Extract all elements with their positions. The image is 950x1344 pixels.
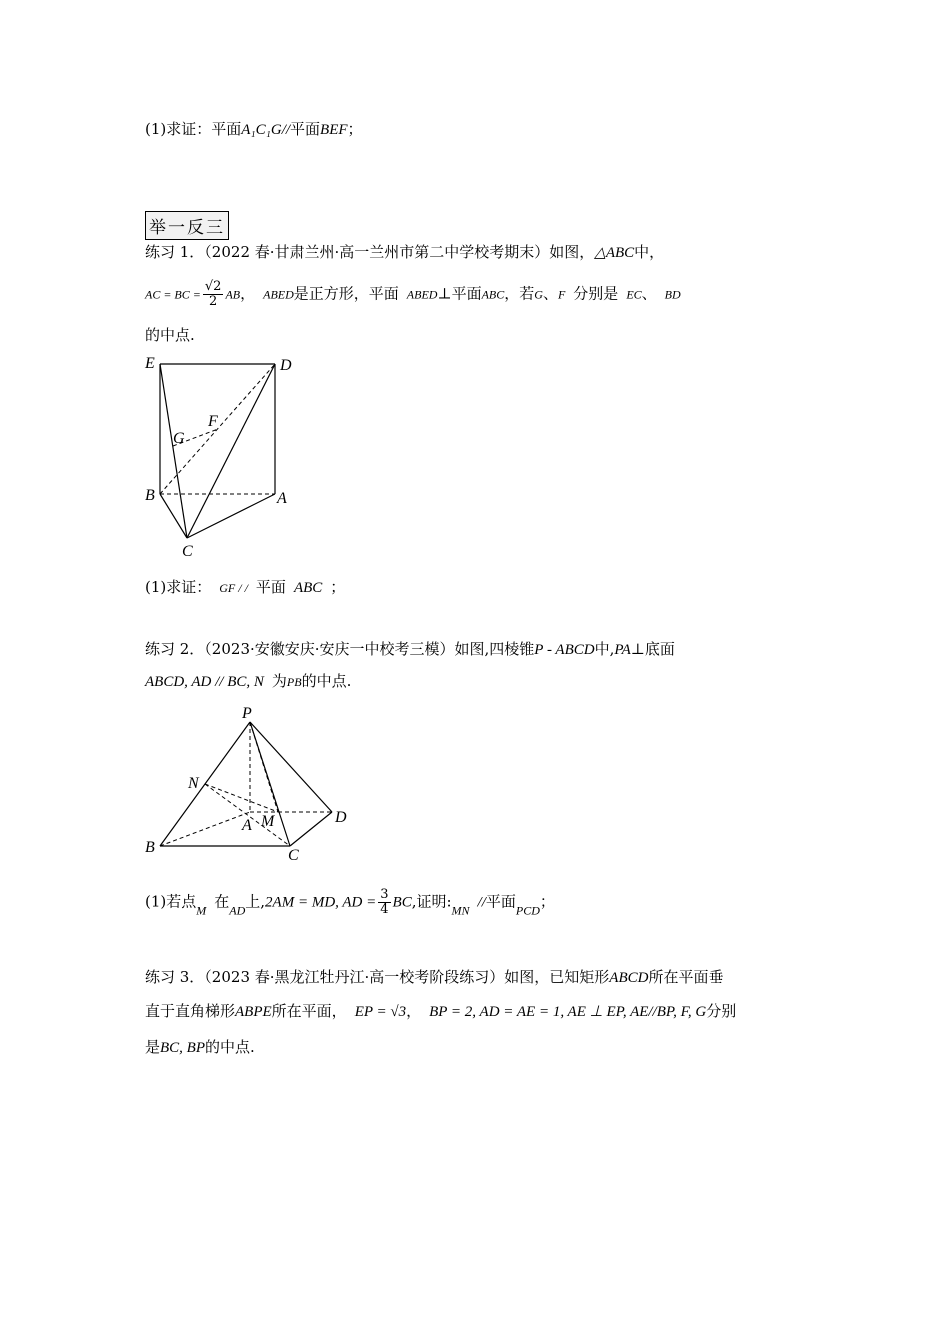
ex3-l2-t2: 所在平面， [271, 1002, 347, 1020]
ex2-m: M [196, 903, 207, 918]
ex2-q1-t1: 在 [214, 892, 230, 911]
ex1-t2: 是正方形，平面 [293, 284, 399, 303]
ex1-abed2: ABED [406, 287, 438, 302]
label-B: B [145, 487, 155, 504]
ex1-abc: ABC [481, 287, 505, 302]
ex3-bcbp: BC, BP [160, 1040, 206, 1056]
ex2-q1-bc: BC [392, 894, 412, 911]
label-D: D [280, 357, 292, 374]
question-1-top [145, 118, 363, 141]
ex1-abed: ABED [263, 287, 294, 302]
ex3-l3-t2: 的中点. [205, 1038, 255, 1056]
ex1-bd: BD [664, 287, 681, 302]
ex1-f: F [557, 287, 566, 302]
edge-CD [290, 812, 332, 846]
label-A: A [242, 817, 252, 834]
q0-mid: 平面 [290, 120, 321, 138]
ex1-t4: ，若 [504, 284, 535, 303]
ex2-q1-prefix: (1)若点 [145, 892, 197, 911]
ex3-title: 练习 3．（2023 春·黑龙江牡丹江·高一校考阶段练习）如图，已知矩形 [145, 968, 610, 986]
ex3-title-line [145, 966, 723, 989]
ex2-q1-eq: 2AM = MD, AD = [265, 894, 377, 911]
edge-EC [160, 364, 187, 538]
ex1-t1: ， [240, 284, 256, 303]
q0-end: ； [347, 120, 363, 138]
ex3-title-end: 所在平面垂 [648, 968, 724, 986]
edge-PD [250, 722, 332, 812]
ex3-line2 [145, 1000, 736, 1023]
ex2-pb: PB [286, 675, 302, 689]
ex3-cond: BP = 2, AD = AE = 1, AE ⊥ EP, AE//BP, F, G [429, 1004, 707, 1020]
ex2-t1: 中, [594, 640, 615, 658]
label-F: F [208, 413, 218, 430]
ex1-fraction [203, 280, 224, 309]
ex2-t2: ⊥底面 [630, 640, 675, 658]
q0-bef: BEF [320, 122, 348, 138]
q0-a1c1g: A₁C₁G [241, 122, 282, 138]
label-M: M [261, 813, 275, 830]
ex1-title-end: 中， [634, 243, 665, 261]
ex3-l2-t1: 直于直角梯形 [145, 1002, 236, 1020]
ex3-l3-t1: 是 [145, 1038, 161, 1056]
label-N: N [188, 775, 199, 792]
ex2-line2-wei: 为 [271, 672, 287, 690]
edge-NM-dashed [205, 784, 278, 812]
ex1-q1-gf: GF / / [219, 581, 248, 595]
ex1-title-line [145, 241, 664, 264]
edge-DC [187, 364, 275, 538]
ex1-t7: 、 [641, 284, 657, 303]
label-D: D [335, 809, 347, 826]
ex2-title: 练习 2．（2023·安徽安庆·安庆一中校考三模）如图,四棱锥 [145, 640, 535, 658]
ex2-title-line [145, 638, 675, 661]
section-badge: 举一反三 [145, 211, 229, 240]
ex2-fraction [378, 888, 390, 917]
ex3-l2-t4: 分别 [706, 1002, 737, 1020]
ex1-eq-lhs: AC = BC = [145, 287, 201, 302]
ex2-q1-t3: ,证明: [411, 892, 452, 911]
q0-prefix: (1)求证：平面 [145, 120, 242, 138]
ex2-line2 [145, 670, 351, 693]
edge-NC-dashed [205, 784, 290, 846]
ex1-t6: 分别是 [573, 284, 619, 303]
label-C: C [182, 543, 193, 560]
ex3-abcd: ABCD [609, 970, 649, 986]
edge-BC [160, 494, 187, 538]
ex1-t3: 平面 [451, 284, 482, 303]
label-B: B [145, 839, 155, 856]
ex1-line3: 的中点. [145, 326, 195, 344]
ex1-title: 练习 1．（2022 春·甘肃兰州·高一兰州市第二中学校考期末）如图， [145, 243, 595, 261]
ex1-tri: △ABC [594, 245, 635, 261]
ex1-frac-num: √2 [204, 279, 222, 294]
ex1-eq-rhs: AB [225, 287, 241, 302]
ex1-perp: ⊥ [437, 284, 452, 303]
ex1-q1-end: ； [330, 578, 346, 596]
label-P: P [242, 705, 252, 722]
label-G: G [173, 430, 185, 447]
ex1-condition-line [145, 280, 681, 309]
ex2-frac-num: 3 [380, 887, 389, 902]
ex1-ec: EC [626, 287, 642, 302]
edge-BA-dashed [160, 812, 250, 846]
ex1-frac-den: 2 [209, 294, 218, 309]
ex2-question-1 [145, 888, 555, 922]
ex2-line2-math: ABCD, AD // BC, N [145, 674, 264, 690]
ex1-q1-prefix: (1)求证： [145, 578, 212, 596]
ex2-ad: AD [229, 903, 246, 918]
ex2-line2-end: 的中点. [301, 672, 352, 690]
ex2-pa: PA [614, 642, 631, 658]
ex1-question-1 [145, 576, 345, 599]
label-A: A [277, 490, 287, 507]
ex2-pcd: PCD [515, 903, 540, 918]
ex2-q1-par: // [477, 894, 486, 911]
ex3-line3 [145, 1036, 255, 1059]
ex2-mn: MN [451, 903, 470, 918]
ex2-pabcd: P - ABCD [534, 642, 595, 658]
label-C: C [288, 847, 299, 864]
ex1-g: G [534, 287, 543, 302]
label-E: E [145, 355, 155, 372]
ex3-l2-t3: ， [406, 1002, 422, 1020]
edge-AC [187, 494, 275, 538]
ex1-figure [140, 350, 310, 565]
ex1-t5: 、 [542, 284, 558, 303]
ex3-ep: EP = √3 [354, 1004, 407, 1020]
ex1-q1-abc: ABC [293, 580, 323, 596]
ex2-frac-den: 4 [380, 902, 389, 917]
ex2-q1-end: ； [539, 892, 555, 911]
ex2-figure [140, 700, 360, 870]
ex2-q1-t2: 上, [245, 892, 266, 911]
ex3-abpe: ABPE [235, 1004, 272, 1020]
ex2-q1-t4: 平面 [485, 892, 516, 911]
q0-parallel: // [281, 122, 291, 138]
ex1-q1-mid: 平面 [255, 578, 286, 596]
